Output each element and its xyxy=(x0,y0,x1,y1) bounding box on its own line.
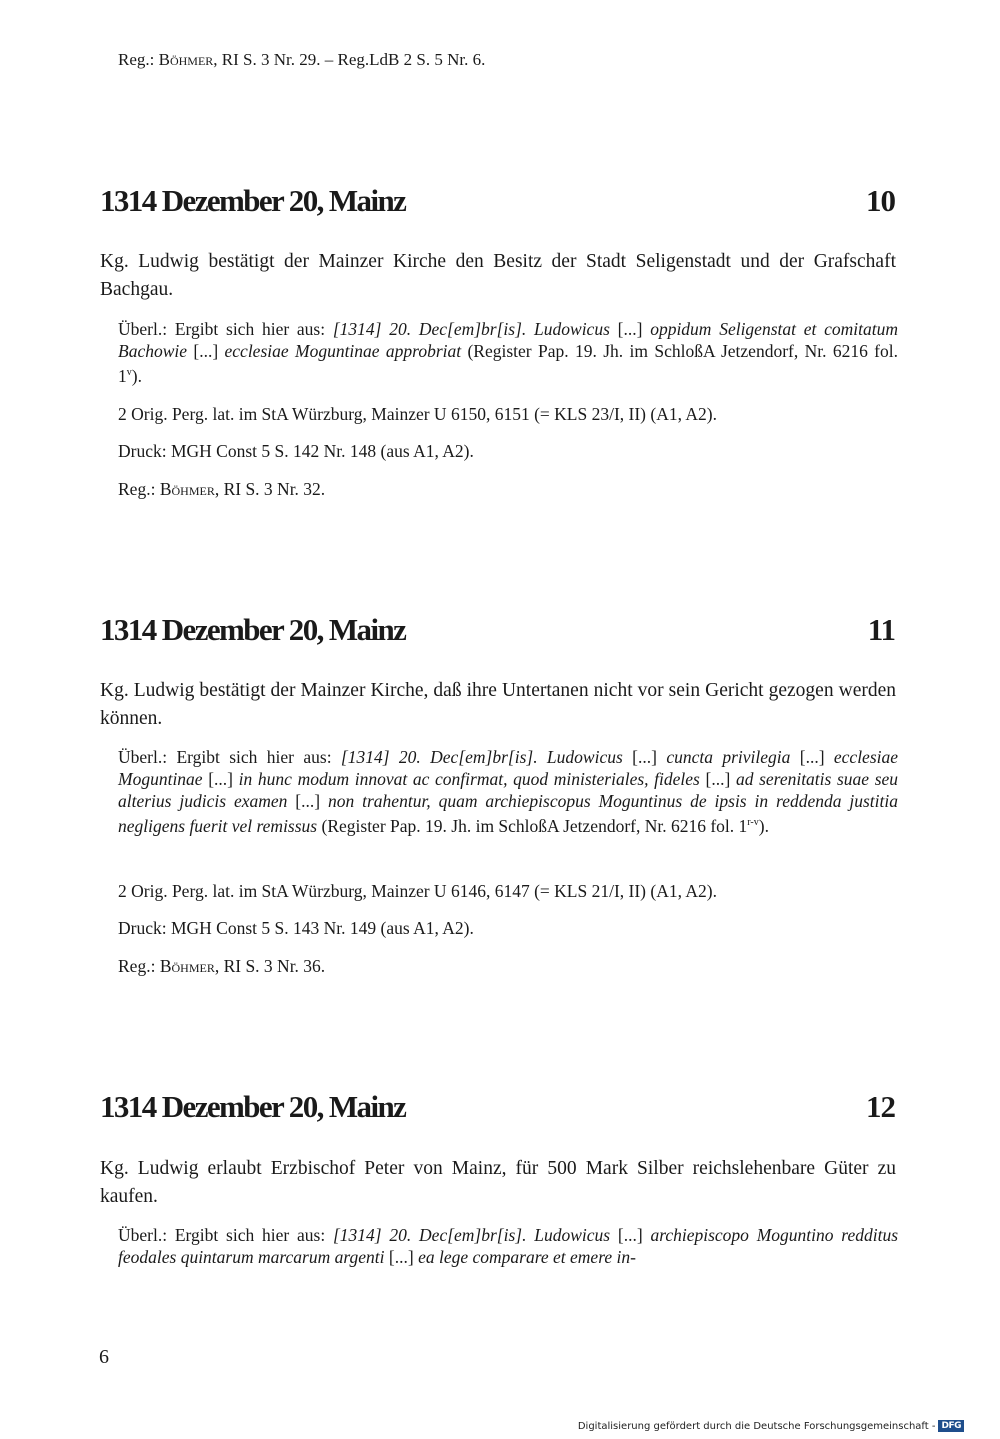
ellipsis-segment: [...] xyxy=(187,341,225,361)
entry-12-summary: Kg. Ludwig erlaubt Erzbischof Peter von Mainz, für 500 Mark Silber reichslehenbare Güter zu kaufen. xyxy=(100,1158,896,1207)
ellipsis-segment: [...] xyxy=(202,769,239,789)
ellipsis-segment: [...] xyxy=(384,1247,419,1267)
reg-author: Böhmer xyxy=(159,956,215,976)
reg-rest: , RI S. 3 Nr. 32. xyxy=(214,479,326,499)
top-reg-rest: , RI S. 3 Nr. 29. – Reg.LdB 2 S. 5 Nr. 6. xyxy=(213,50,486,69)
latin-quote-segment: ecclesiae Moguntinae xyxy=(118,747,899,789)
entry-10-uberl xyxy=(118,318,898,387)
latin-quote-segment: in hunc modum innovat ac confirmat, quod ministeriales, fideles xyxy=(238,769,700,789)
ellipsis-segment: [...] xyxy=(790,747,834,767)
latin-quote-segment: [1314] 20. Dec[em]br[is]. Ludowicus xyxy=(332,1225,611,1245)
latin-quote-segment: non trahentur, quam archiepiscopus Moguntinus de ipsis in reddenda justitia negligens fuerit vel remissus xyxy=(118,791,899,836)
latin-quote-segment: ea lege comparare et emere in- xyxy=(418,1247,636,1267)
ellipsis-segment: [...] xyxy=(699,769,736,789)
latin-quote-segment: oppidum Seligenstat et comitatum Bachowie xyxy=(118,319,898,361)
page-number: 6 xyxy=(99,1346,109,1368)
entry-12-uberl xyxy=(118,1224,898,1268)
reg-rest: , RI S. 3 Nr. 36. xyxy=(214,956,326,976)
dfg-logo-icon: DFG xyxy=(938,1420,964,1432)
entry-date-place: 1314 Dezember 20, Mainz xyxy=(100,612,406,647)
reg-author: Böhmer xyxy=(159,479,215,499)
entry-10-summary: Kg. Ludwig bestätigt der Mainzer Kirche den Besitz der Stadt Seligenstadt und der Grafschaft Bachgau. xyxy=(100,251,896,300)
digitization-footer xyxy=(578,1420,964,1432)
uberl-sup: v xyxy=(126,367,132,378)
top-reg-line xyxy=(118,50,485,70)
entry-date-place: 1314 Dezember 20, Mainz xyxy=(100,183,406,218)
entry-12-heading xyxy=(100,1089,895,1133)
latin-quote-segment: ecclesiae Moguntinae approbriat xyxy=(224,341,462,361)
entry-11-heading xyxy=(100,612,895,656)
uberl-tail: (Register Pap. 19. Jh. im SchloßA Jetzendorf, Nr. 6216 fol. 1 xyxy=(118,341,898,386)
entry-number: 10 xyxy=(866,183,895,218)
footer-text: Digitalisierung gefördert durch die Deutsche Forschungsgemeinschaft - xyxy=(577,1420,936,1432)
ellipsis-segment: [...] xyxy=(609,319,651,339)
entry-10-heading xyxy=(100,183,895,227)
entry-number: 12 xyxy=(866,1089,895,1124)
reg-prefix: Reg.: xyxy=(118,479,160,499)
uberl-label: Überl.: Ergibt sich hier aus: xyxy=(118,1225,333,1245)
entry-10-druck: Druck: MGH Const 5 S. 142 Nr. 148 (aus A1, A2). xyxy=(118,441,474,461)
ellipsis-segment: [...] xyxy=(622,747,667,767)
entry-10-reg xyxy=(118,479,325,500)
entry-11-uberl xyxy=(118,746,898,837)
top-reg-prefix: Reg.: xyxy=(118,50,159,69)
latin-quote-segment: ad serenitatis suae seu alterius judicis examen xyxy=(118,769,899,811)
uberl-end: ). xyxy=(758,815,769,836)
uberl-sup: r-v xyxy=(747,817,759,828)
uberl-label: Überl.: Ergibt sich hier aus: xyxy=(118,319,333,339)
latin-quote-segment: [1314] 20. Dec[em]br[is]. Ludowicus xyxy=(332,319,610,339)
entry-11-reg xyxy=(118,956,325,977)
entry-10-orig: 2 Orig. Perg. lat. im StA Würzburg, Mainzer U 6150, 6151 (= KLS 23/I, II) (A1, A2). xyxy=(118,404,717,424)
ellipsis-segment: [...] xyxy=(610,1225,651,1245)
entry-date-place: 1314 Dezember 20, Mainz xyxy=(100,1089,406,1124)
latin-quote-segment: [1314] 20. Dec[em]br[is]. Ludowicus xyxy=(340,747,623,767)
reg-prefix: Reg.: xyxy=(118,956,160,976)
latin-quote-segment: archiepiscopo Moguntino redditus feodales quintarum marcarum argenti xyxy=(118,1225,899,1267)
entry-number: 11 xyxy=(867,612,895,647)
latin-quote-segment: cuncta privilegia xyxy=(666,747,791,767)
uberl-end: ). xyxy=(131,365,142,386)
entry-11-druck: Druck: MGH Const 5 S. 143 Nr. 149 (aus A1, A2). xyxy=(118,918,474,938)
ellipsis-segment: [...] xyxy=(287,791,328,811)
entry-11-orig: 2 Orig. Perg. lat. im StA Würzburg, Mainzer U 6146, 6147 (= KLS 21/I, II) (A1, A2). xyxy=(118,881,717,901)
top-reg-author: Böhmer xyxy=(158,50,214,69)
entry-11-summary: Kg. Ludwig bestätigt der Mainzer Kirche, daß ihre Untertanen nicht vor sein Gericht gezogen werden können. xyxy=(100,680,896,729)
uberl-label: Überl.: Ergibt sich hier aus: xyxy=(118,747,341,767)
uberl-tail: (Register Pap. 19. Jh. im SchloßA Jetzendorf, Nr. 6216 fol. 1 xyxy=(317,815,748,836)
